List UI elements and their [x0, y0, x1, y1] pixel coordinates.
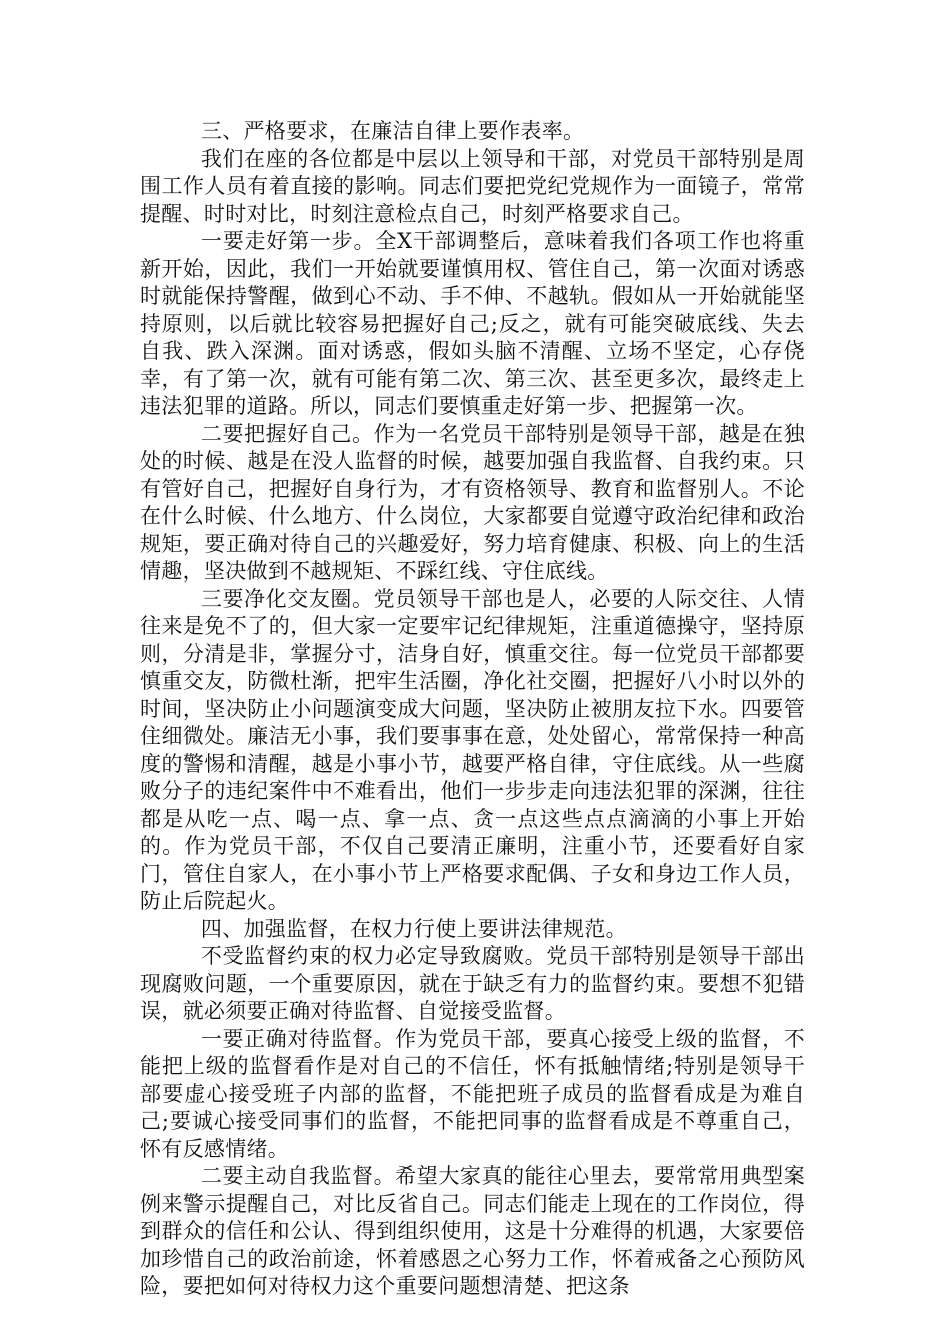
- paragraph: 一要走好第一步。全X干部调整后，意味着我们各项工作也将重新开始，因此，我们一开始就要谨慎用权、管住自己，第一次面对诱惑时就能保持警醒，做到心不动、手不伸、不越轨。假如从一开始就能坚持原则，以后就比较容易把握好自己;反之，就有可能突破底线、失去自我、跌入深渊。面对诱惑，假如头脑不清醒、立场不坚定，心存侥幸，有了第一次，就有可能有第二次、第三次、甚至更多次，最终走上违法犯罪的道路。所以，同志们要慎重走好第一步、把握第一次。: [140, 229, 805, 418]
- document-body: [140, 118, 805, 1301]
- section-heading-four: 四、加强监督，在权力行使上要讲法律规范。: [200, 916, 627, 941]
- paragraph: 二要把握好自己。作为一名党员干部特别是领导干部，越是在独处的时候、越是在没人监督的时候，越要加强自我监督、自我约束。只有管好自己，把握好自身行为，才有资格领导、教育和监督别人。不论在什么时候、什么地方、什么岗位，大家都要自觉遵守政治纪律和政治规矩，要正确对待自己的兴趣爱好，努力培育健康、积极、向上的生活情趣，坚决做到不越规矩、不踩红线、守住底线。: [140, 421, 805, 583]
- paragraph: 三要净化交友圈。党员领导干部也是人，必要的人际交往、人情往来是免不了的，但大家一定要牢记纪律规矩，注重道德操守，坚持原则，分清是非，掌握分寸，洁身自好，慎重交往。每一位党员干部都要慎重交友，防微杜渐，把牢生活圈，净化社交圈，把握好八小时以外的时间，坚决防止小问题演变成大问题，坚决防止被朋友拉下水。四要管住细微处。廉洁无小事，我们要事事在意，处处留心，常常保持一种高度的警惕和清醒，越是小事小节，越要严格自律，守住底线。从一些腐败分子的违纪案件中不难看出，他们一步步走向违法犯罪的深渊，往往都是从吃一点、喝一点、拿一点、贪一点这些点点滴滴的小事上开始的。作为党员干部，不仅自己要清正廉明，注重小节，还要看好自家门，管住自家人，在小事小节上严格要求配偶、子女和身边工作人员，防止后院起火。: [140, 586, 805, 913]
- paragraph: 二要主动自我监督。希望大家真的能往心里去，要常常用典型案例来警示提醒自己，对比反省自己。同志们能走上现在的工作岗位，得到群众的信任和公认、得到组织使用，这是十分难得的机遇，大家要倍加珍惜自己的政治前途，怀着感恩之心努力工作，怀着戒备之心预防风险，要把如何对待权力这个重要问题想清楚、把这条: [140, 1164, 805, 1298]
- paragraph: 我们在座的各位都是中层以上领导和干部，对党员干部特别是周围工作人员有着直接的影响。同志们要把党纪党规作为一面镜子，常常提醒、时时对比，时刻注意检点自己，时刻严格要求自己。: [140, 146, 805, 226]
- paragraph: 一要正确对待监督。作为党员干部，要真心接受上级的监督，不能把上级的监督看作是对自己的不信任，怀有抵触情绪;特别是领导干部要虚心接受班子内部的监督，不能把班子成员的监督看成是为难自己;要诚心接受同事们的监督，不能把同事的监督看成是不尊重自己，怀有反感情绪。: [140, 1026, 805, 1161]
- paragraph: 不受监督约束的权力必定导致腐败。党员干部特别是领导干部出现腐败问题，一个重要原因，就在于缺乏有力的监督约束。要想不犯错误，就必须要正确对待监督、自觉接受监督。: [140, 944, 805, 1023]
- section-heading-three: 三、严格要求，在廉洁自律上要作表率。: [200, 119, 585, 143]
